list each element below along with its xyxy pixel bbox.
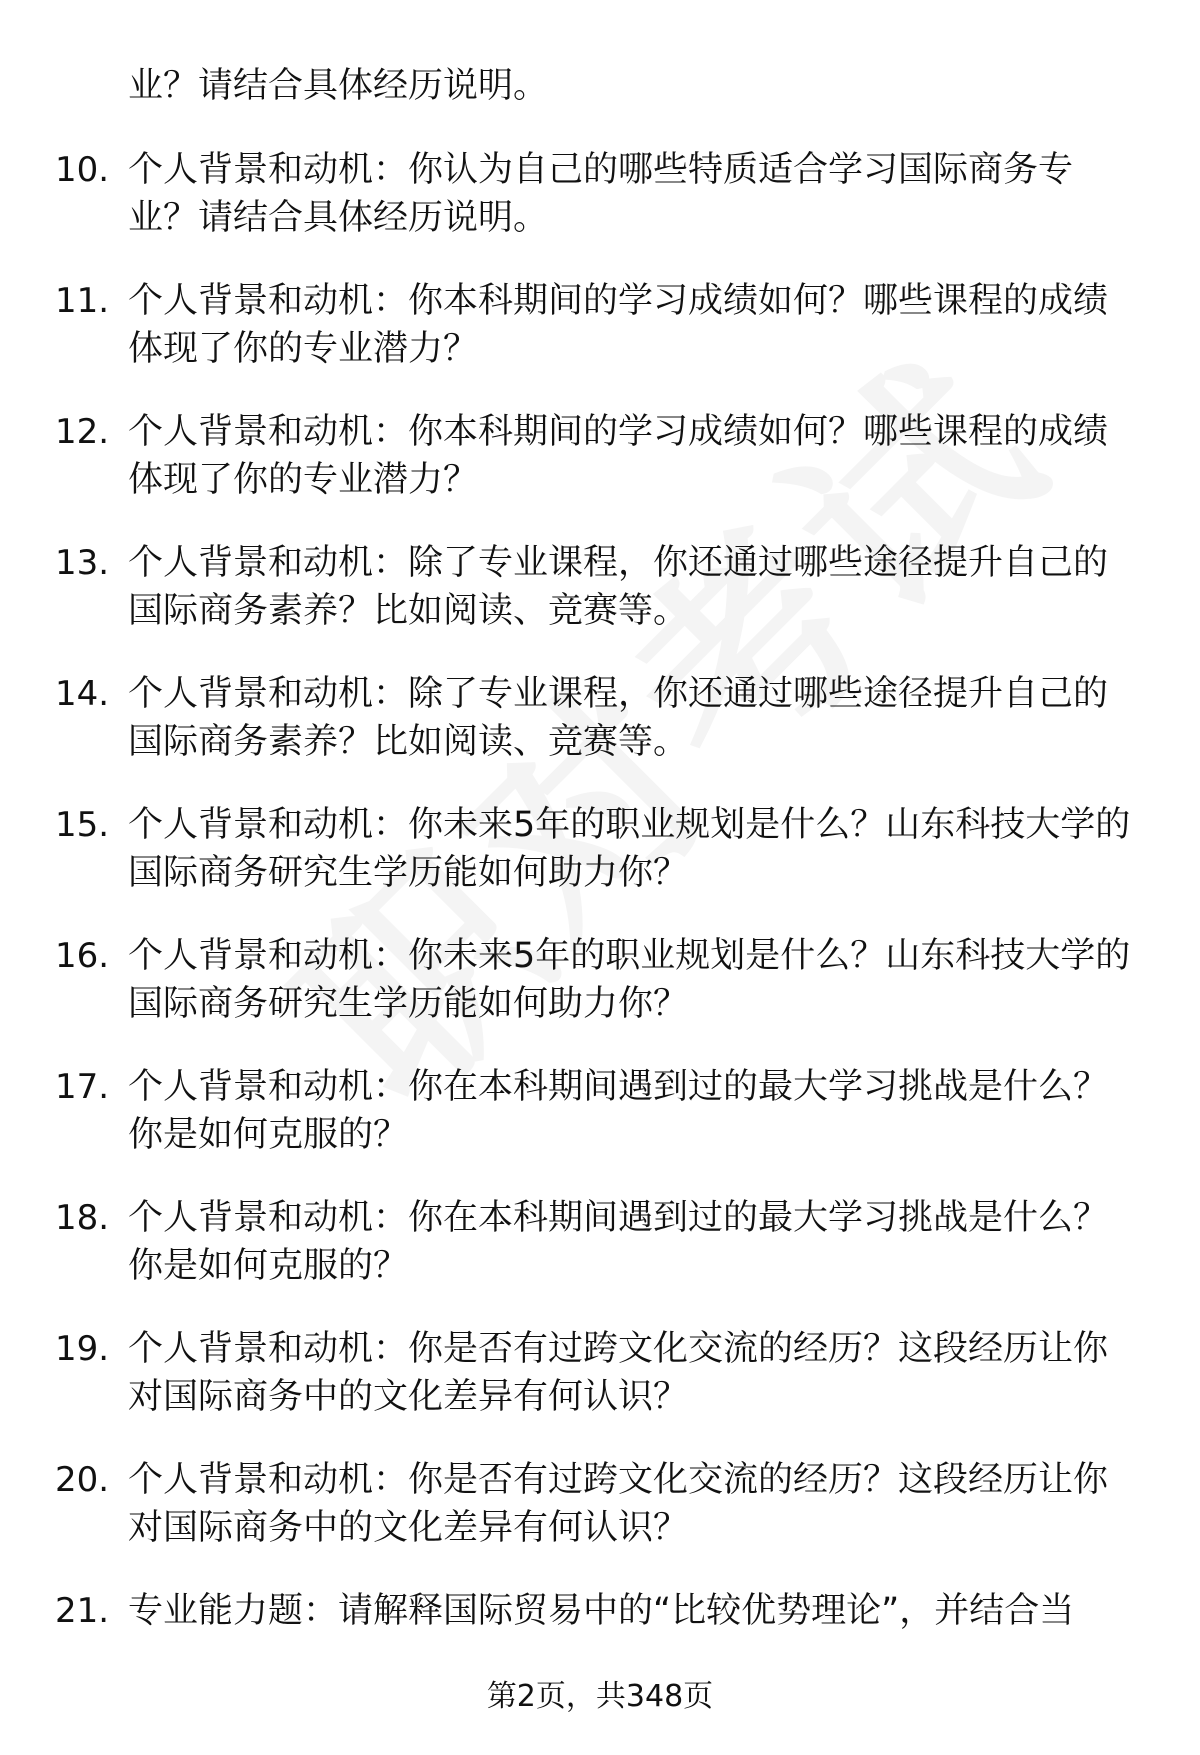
question-line: 体现了你的专业潜力？ xyxy=(128,329,479,369)
question-text xyxy=(128,539,1173,635)
question-line: 个人背景和动机：除了专业课程，你还通过哪些途径提升自己的 xyxy=(128,543,1109,583)
question-line: 国际商务素养？比如阅读、竞赛等。 xyxy=(128,591,689,631)
question-number: 21. xyxy=(55,1591,110,1631)
question-line: 个人背景和动机：你在本科期间遇到过的最大学习挑战是什么？ xyxy=(128,1198,1109,1238)
question-line: 个人背景和动机：你未来5年的职业规划是什么？山东科技大学的 xyxy=(128,805,1131,845)
question-item xyxy=(0,1456,1200,1587)
question-line: 业？请结合具体经历说明。 xyxy=(128,198,549,238)
question-line: 国际商务素养？比如阅读、竞赛等。 xyxy=(128,722,689,762)
question-number: 12. xyxy=(55,412,110,452)
question-text xyxy=(128,1456,1173,1552)
question-line: 个人背景和动机：你是否有过跨文化交流的经历？这段经历让你 xyxy=(128,1460,1109,1500)
question-number: 19. xyxy=(55,1329,110,1369)
question-line: 你是如何克服的？ xyxy=(128,1246,409,1286)
question-text xyxy=(128,408,1173,504)
continued-text: 业？请结合具体经历说明。 xyxy=(128,66,549,106)
question-number: 17. xyxy=(55,1067,110,1107)
question-number: 11. xyxy=(55,281,110,321)
question-text xyxy=(128,932,1173,1028)
question-text xyxy=(128,277,1173,373)
question-number: 14. xyxy=(55,674,110,714)
question-number: 16. xyxy=(55,936,110,976)
question-item xyxy=(0,277,1200,408)
question-number: 18. xyxy=(55,1198,110,1238)
question-text xyxy=(128,146,1173,242)
question-line: 个人背景和动机：你是否有过跨文化交流的经历？这段经历让你 xyxy=(128,1329,1109,1369)
question-number: 15. xyxy=(55,805,110,845)
question-item xyxy=(0,1587,1200,1647)
question-line: 对国际商务中的文化差异有何认识？ xyxy=(128,1377,689,1417)
question-line: 个人背景和动机：除了专业课程，你还通过哪些途径提升自己的 xyxy=(128,674,1109,714)
question-line: 对国际商务中的文化差异有何认识？ xyxy=(128,1508,689,1548)
question-line: 国际商务研究生学历能如何助力你？ xyxy=(128,853,689,893)
question-line: 个人背景和动机：你未来5年的职业规划是什么？山东科技大学的 xyxy=(128,936,1131,976)
question-number: 13. xyxy=(55,543,110,583)
question-text xyxy=(128,801,1173,897)
question-line: 个人背景和动机：你认为自己的哪些特质适合学习国际商务专 xyxy=(128,150,1074,190)
question-line: 体现了你的专业潜力？ xyxy=(128,460,479,500)
question-text xyxy=(128,1325,1173,1421)
question-list xyxy=(0,146,1200,1647)
question-text xyxy=(128,1587,1173,1635)
question-item xyxy=(0,408,1200,539)
question-text xyxy=(128,670,1173,766)
question-line: 你是如何克服的？ xyxy=(128,1115,409,1155)
question-item xyxy=(0,1063,1200,1194)
question-line: 专业能力题：请解释国际贸易中的“比较优势理论”，并结合当 xyxy=(128,1591,1075,1631)
question-item xyxy=(0,146,1200,277)
question-line: 个人背景和动机：你本科期间的学习成绩如何？哪些课程的成绩 xyxy=(128,412,1109,452)
question-item xyxy=(0,1325,1200,1456)
question-item xyxy=(0,932,1200,1063)
question-line: 个人背景和动机：你本科期间的学习成绩如何？哪些课程的成绩 xyxy=(128,281,1109,321)
question-number: 10. xyxy=(55,150,110,190)
question-text xyxy=(128,1063,1173,1159)
question-number: 20. xyxy=(55,1460,110,1500)
question-item xyxy=(0,1194,1200,1325)
page-footer: 第2页，共348页 xyxy=(486,1679,714,1714)
question-item xyxy=(0,670,1200,801)
question-item xyxy=(0,801,1200,932)
question-item xyxy=(0,539,1200,670)
question-text xyxy=(128,1194,1173,1290)
question-line: 国际商务研究生学历能如何助力你？ xyxy=(128,984,689,1024)
question-line: 个人背景和动机：你在本科期间遇到过的最大学习挑战是什么？ xyxy=(128,1067,1109,1107)
